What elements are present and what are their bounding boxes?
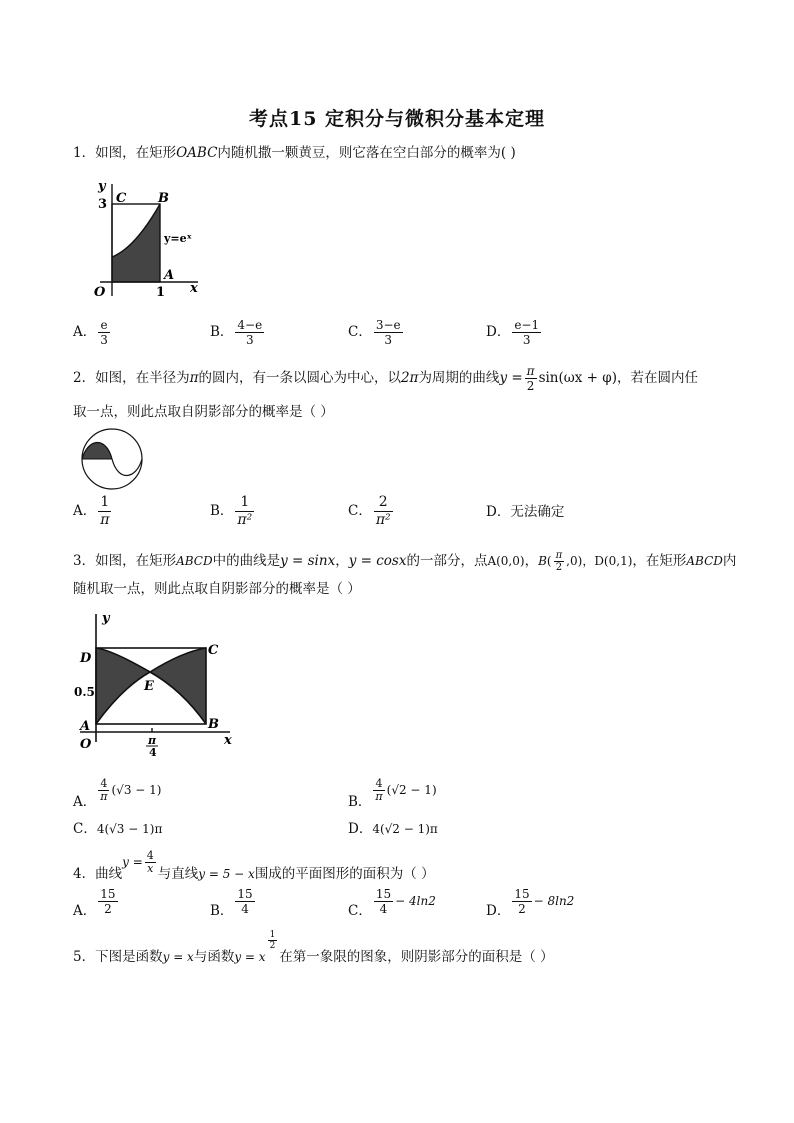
q2-option-c-label: C．	[348, 503, 372, 519]
q3-x-label: x	[224, 733, 232, 748]
q2-text-b: 的圆内，有一条以圆心为中心，以	[198, 370, 401, 386]
q3-option-b[interactable]	[348, 777, 437, 810]
q3-text-a: 3．如图，在矩形	[73, 553, 177, 569]
q2-text-c: 为周期的曲线	[418, 370, 500, 386]
q2-pi: π	[189, 370, 199, 386]
q1-option-d-label: D．	[486, 324, 511, 340]
q1-label-C: C	[116, 191, 127, 206]
q1-option-a-num: e	[98, 318, 110, 333]
q1-option-b-num: 4−e	[237, 318, 263, 332]
q4-stem	[73, 849, 435, 882]
q1-option-b[interactable]	[210, 318, 266, 347]
q3-option-c-expr: 4(√3 − 1)π	[96, 822, 163, 836]
q3-option-c[interactable]	[73, 820, 162, 838]
q5-text-b: 与函数	[193, 949, 235, 965]
q1-option-d-num: e−1	[514, 318, 540, 332]
q4-text-c: 围成的平面图形的面积为（ ）	[254, 866, 435, 882]
q4-option-b[interactable]	[210, 887, 257, 919]
q1-tick-1: 1	[156, 285, 166, 300]
q3-rect: ABCD	[176, 554, 213, 568]
q3-point-b-letter: B	[538, 554, 547, 568]
q4-option-d[interactable]	[486, 887, 575, 919]
q1-option-b-den: 3	[246, 333, 254, 347]
q1-stem	[73, 144, 516, 162]
q4-option-b-num: 15	[237, 887, 253, 901]
q2-option-b[interactable]	[210, 494, 256, 529]
q2-option-d[interactable]	[486, 503, 564, 521]
q3-sep: ，	[335, 553, 349, 569]
q4-option-a-den: 2	[104, 902, 112, 916]
q3-option-d-expr: 4(√2 − 1)π	[372, 822, 438, 836]
q3-option-b-num: 4	[373, 778, 384, 791]
q2-figure	[76, 428, 148, 490]
q3-point-b-pre: ，	[524, 553, 539, 569]
q3-option-b-den: π	[375, 790, 383, 803]
q2-stem-line2: 取一点，则此点取自阴影部分的概率是（ ）	[73, 404, 334, 420]
q5-exp-num: 1	[269, 930, 276, 940]
q1-option-a-label: A．	[73, 324, 97, 340]
q3-option-b-expr: (√2 − 1)	[386, 783, 437, 797]
q4-option-a-num: 15	[100, 887, 116, 901]
q3-tick-4: 4	[149, 746, 157, 759]
q2-option-a-num: 1	[98, 494, 111, 512]
q4-option-c-tail: − 4ln2	[395, 894, 436, 908]
q3-option-c-label: C．	[73, 821, 97, 837]
q3-text-d: ，在矩形	[632, 553, 687, 569]
q1-tick-3: 3	[98, 197, 108, 212]
q4-y-eq: y =	[122, 855, 143, 869]
q2-option-a-den: π	[100, 512, 110, 528]
q4-option-a[interactable]	[73, 887, 120, 919]
q3-curve2: y = cosx	[348, 553, 407, 569]
q2-stem-line1	[73, 364, 698, 393]
q2-option-c[interactable]	[348, 494, 395, 529]
q4-option-d-num: 15	[514, 887, 530, 901]
q3-tick-half: 0.5	[74, 685, 95, 699]
q2-option-d-label: D．	[486, 504, 511, 520]
q3-option-a-den: π	[100, 790, 108, 803]
q2-shaded-region	[82, 442, 112, 459]
q5-f2: y = x	[234, 950, 266, 964]
q4-option-c-label: C．	[348, 903, 372, 919]
q2-text-d: ，若在圆内任	[617, 370, 699, 386]
q1-curve-label: y=eˣ	[164, 232, 192, 245]
q1-option-c-label: C．	[348, 324, 372, 340]
q3-option-a-expr: (√3 − 1)	[111, 783, 162, 797]
q3-stem-line1: 3．如图，在矩形ABCD中的曲线是y = sinx，y = cosx的一部分，点A(0,0)，B( $\frac{\pi}{2}$ ,0)，D(0,1)，在矩形ABCD内	[73, 550, 737, 573]
q4-option-c-den: 4	[379, 902, 388, 916]
q4-option-b-den: 4	[241, 902, 249, 916]
q2-frac-den: 2	[526, 379, 535, 393]
q1-option-c[interactable]	[348, 318, 405, 347]
q3-point-b-den: 2	[555, 562, 563, 573]
q3-text-e: 内	[722, 553, 737, 569]
q3-point-b-tail: ,0	[566, 554, 578, 568]
q2-text-a: 2．如图，在半径为	[73, 370, 190, 386]
q3-label-C: C	[208, 643, 219, 658]
q3-option-a[interactable]	[73, 777, 162, 810]
q3-label-E: E	[144, 679, 154, 694]
q2-two-pi: 2π	[400, 370, 419, 386]
q3-point-a: A(0,0)	[487, 554, 525, 568]
q2-option-d-text: 无法确定	[510, 504, 565, 520]
page-title: 考点15 定积分与微积分基本定理	[248, 108, 546, 130]
q2-y-eq: y =	[499, 370, 523, 386]
q2-option-c-den: π²	[375, 512, 391, 528]
q3-point-d: ，D(0,1)	[582, 554, 633, 568]
q4-frac-num: 4	[146, 849, 154, 862]
q3-label-B: B	[208, 717, 219, 732]
q4-option-a-label: A．	[73, 903, 97, 919]
q1-rect: OABC	[176, 145, 218, 161]
q1-option-c-num: 3−e	[375, 318, 401, 332]
q5-text-c: 在第一象限的图象，则阴影部分的面积是（ ）	[279, 949, 554, 965]
q1-option-a[interactable]	[73, 318, 112, 347]
q2-option-b-den: π²	[237, 512, 253, 528]
q5-text-a: 5．下图是函数	[73, 949, 163, 965]
q2-option-b-label: B．	[210, 503, 234, 519]
q1-label-A: A	[164, 268, 175, 283]
q3-option-b-label: B．	[348, 794, 372, 810]
q4-text-a: 4．曲线	[73, 866, 123, 882]
q3-y-label: y	[102, 611, 110, 626]
q4-option-b-label: B．	[210, 903, 234, 919]
q1-x-label: x	[190, 281, 198, 296]
q3-label-A: A	[80, 719, 91, 734]
q1-option-b-label: B．	[210, 324, 234, 340]
q3-option-a-num: 4	[98, 778, 109, 791]
q4-option-c[interactable]	[348, 887, 436, 919]
q5-f1: y = x	[162, 950, 194, 964]
q2-option-b-num: 1	[235, 494, 254, 512]
q4-option-d-label: D．	[486, 903, 511, 919]
q1-text-a: 1．如图，在矩形	[73, 145, 177, 161]
q3-option-a-label: A．	[73, 794, 97, 810]
q1-option-a-den: 3	[100, 333, 108, 347]
q3-text-b: 中的曲线是	[212, 553, 281, 569]
q4-frac-den: x	[147, 862, 154, 875]
q2-option-a-label: A．	[73, 503, 97, 519]
q5-exp-den: 2	[269, 941, 276, 951]
q3-curve1: y = sinx	[280, 553, 336, 569]
q2-sin-expr: sin(ωx + φ)	[538, 370, 618, 386]
q3-label-D: D	[80, 651, 92, 666]
q3-tick-pi: π	[148, 734, 157, 747]
q3-stem-line2: 随机取一点，则此点取自阴影部分的概率是（ ）	[73, 581, 361, 597]
q1-y-label: y	[98, 179, 106, 194]
q1-label-B: B	[158, 191, 169, 206]
q4-option-c-num: 15	[375, 887, 392, 901]
q3-figure	[72, 610, 242, 759]
q1-text-b: 内随机撒一颗黄豆，则它落在空白部分的概率为( )	[217, 145, 516, 161]
q3-option-d[interactable]	[348, 820, 438, 838]
q1-option-c-den: 3	[384, 333, 393, 347]
q4-line: y = 5 − x	[198, 867, 255, 881]
q1-option-d-den: 3	[522, 333, 531, 347]
q2-option-c-num: 2	[374, 494, 393, 512]
q2-option-a[interactable]	[73, 494, 113, 529]
q1-option-d[interactable]	[486, 318, 543, 347]
q3-point-b-num: π	[555, 550, 563, 561]
q1-figure	[80, 178, 210, 308]
q3-option-d-label: D．	[348, 821, 373, 837]
q3-text-c: 的一部分，点	[406, 553, 488, 569]
q3-label-O: O	[80, 737, 92, 752]
q4-option-d-den: 2	[518, 902, 526, 916]
q4-option-d-tail: − 8ln2	[533, 894, 575, 908]
q3-rect2: ABCD	[686, 554, 723, 568]
q5-stem	[73, 930, 554, 965]
q2-frac-num: π	[526, 364, 535, 378]
q1-origin: O	[94, 285, 106, 300]
q4-text-b: 与直线	[157, 866, 199, 882]
